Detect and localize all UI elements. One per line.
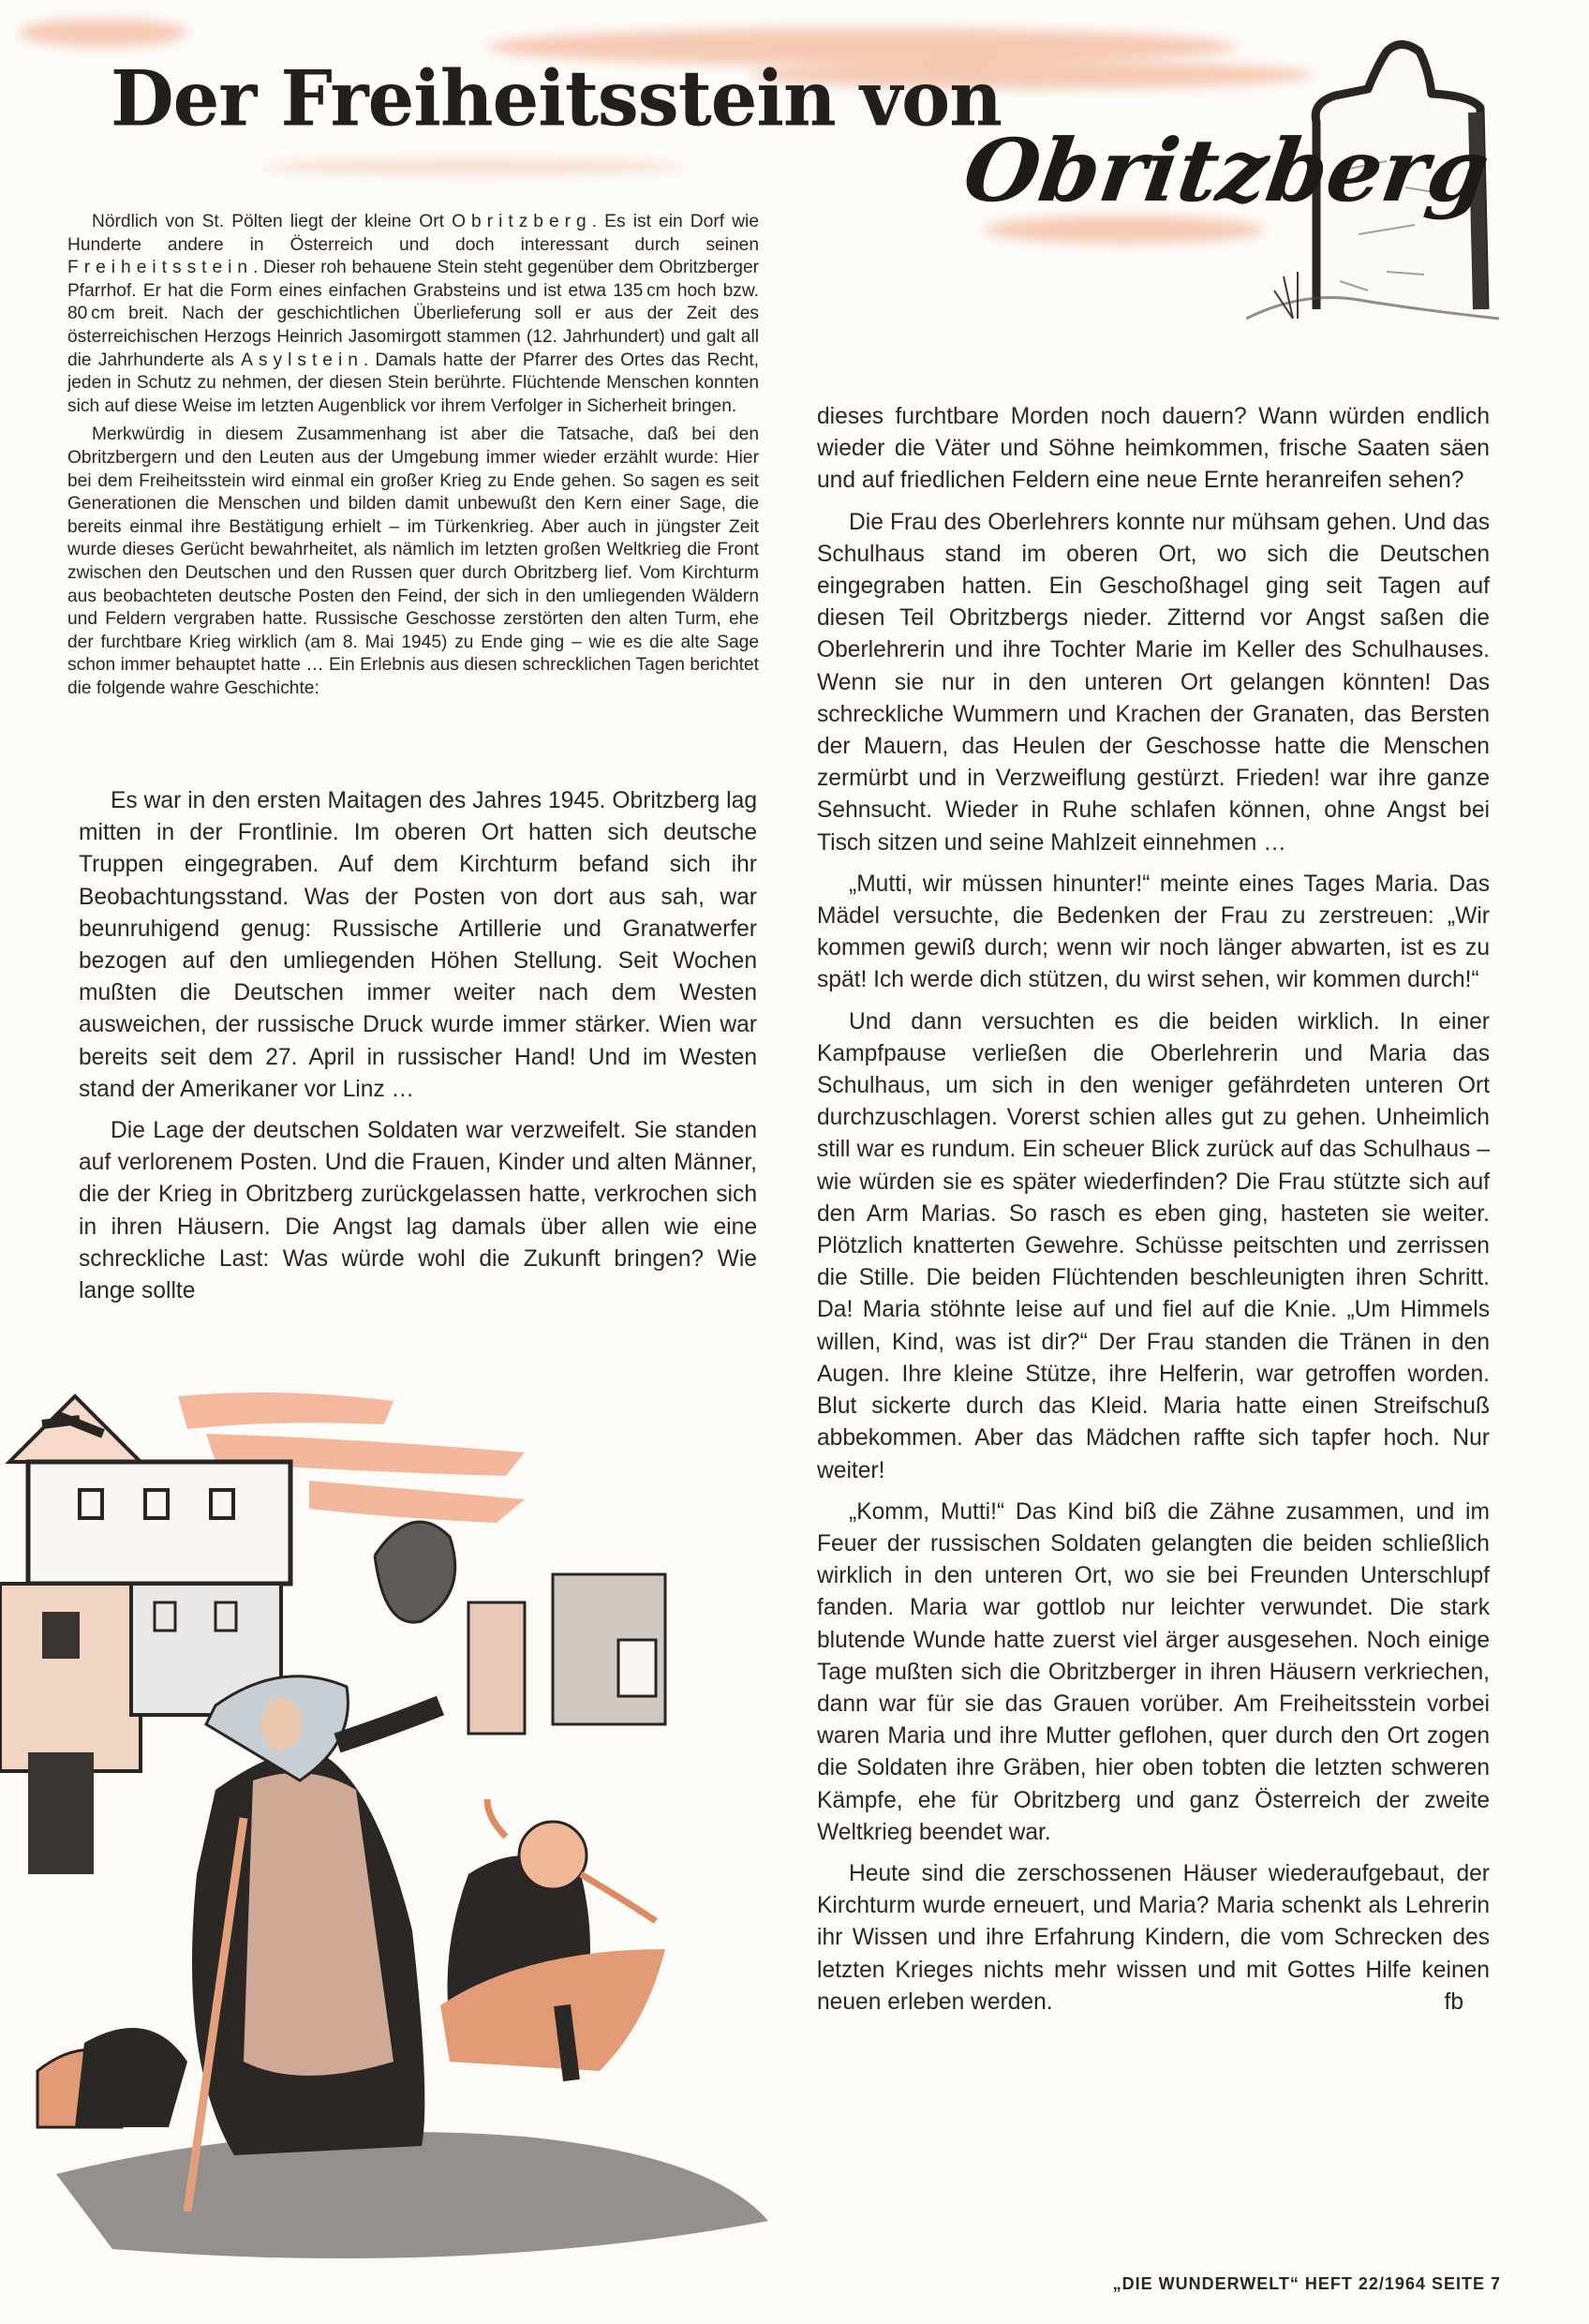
article-title: Der Freiheitsstein von <box>111 53 1002 144</box>
intro-text: . Es ist ein Dorf wie Hunderte andere in Österreich und doch interessant durch seinen <box>67 212 759 255</box>
illustration-flight <box>0 1349 806 2315</box>
place-name: Obritzberg <box>452 212 592 231</box>
story-column-right <box>817 401 1490 2028</box>
story-column-left <box>79 785 757 1317</box>
page-footer: „DIE WUNDERWELT“ HEFT 22/1964 SEITE 7 <box>1112 2274 1501 2293</box>
ruins-drawing <box>375 1522 665 1734</box>
article-title-script: Obritzberg <box>958 120 1495 221</box>
intro-paragraph <box>67 211 759 418</box>
intro-text: . Damals hatte der Pfarrer des Ortes das Recht, jeden in Schutz zu nehmen, der diesen Stein berührte. Flüchtende Menschen konnten sich auf diese Weise im letzten Augenblick vor ihrem Verfolger in Sicherheit bringen. <box>67 350 759 416</box>
sky-wash <box>262 159 684 174</box>
girl-figure <box>440 1799 665 2080</box>
story-paragraph: Die Frau des Oberlehrers konnte nur mühsam gehen. Und das Schulhaus stand im oberen Ort, wo sich die Deutschen eingegraben hatten. Ein Geschoßhagel ging seit Tagen auf diesen Teil Obritzbergs nieder. Zitternd vor Angst saßen die Oberlehrerin und ihre Tochter Marie im Keller des Schulhauses. Wenn sie nur in den unteren Ort gelangen könnten! Das schreckliche Wummern und Krachen der Granaten, das Bersten der Mauern, das Heulen der Geschosse hatte die Menschen zermürbt und in Verzweiflung gestürzt. Frieden! war ihre ganze Sehnsucht. Wieder in Ruhe schlafen können, ohne Angst bei Tisch sitzen und seine Mahlzeit einnehmen … <box>817 509 1490 856</box>
story-paragraph: Es war in den ersten Maitagen des Jahres 1945. Obritzberg lag mitten in der Frontlinie. Im oberen Ort hatten sich deutsche Truppen eingegraben. Auf dem Kirchturm befand sich ihr Beobachtungsstand. Was der Posten von dort aus sah, war beunruhigend genug: Russische Artillerie und Granatwerfer bezogen auf den umliegenden Höhen Stellung. Seit Wochen mußten die Deutschen immer weiter nach dem Westen ausweichen, der russische Druck wurde immer stärker. Wien war bereits seit dem 27. April in russischer Hand! Und im Westen stand der Amerikaner vor Linz … <box>79 788 757 1102</box>
story-paragraph <box>817 1858 1490 2019</box>
story-paragraph: Die Lage der deutschen Soldaten war verzweifelt. Sie standen auf verlorenem Posten. Und die Frauen, Kinder und alten Männer, die der Krieg in Obritzberg zurückgelassen hatte, verkrochen sich in ihren Häusern. Die Angst lag damals über allen wie eine schreckliche Last: Was würde wohl die Zukunft bringen? Wie lange sollte <box>79 1118 757 1304</box>
story-text: Heute sind die zerschossenen Häuser wiederaufgebaut, der Kirchturm wurde erneuert, und Maria? Maria schenkt als Lehrerin ihr Wissen und ihre Erfahrung Kindern, die vom Schrecken des letzten Krieges nichts mehr wissen und mit Gottes Hilfe keinen neuen erleben werden. <box>817 1860 1490 2015</box>
old-woman-figure <box>187 1676 440 2212</box>
intro-paragraph: Merkwürdig in diesem Zusammenhang ist aber die Tatsache, daß bei den Obritzbergern und den Leuten aus der Umgebung immer wieder erzählt wurde: Hier bei dem Freiheitsstein wird einmal ein großer Krieg zu Ende gehen. So sagen es seit Generationen die Menschen und bilden damit unbewußt den Kern einer Sage, die bereits einmal ihre Bestätigung erhielt – im Türkenkrieg. Aber auch in jüngster Zeit wurde dieses Gerücht bewahrheitet, als nämlich im letzten großen Weltkrieg die Front zwischen den Deutschen und den Russen quer durch Obritzberg lief. Vom Kirchturm aus beobachteten deutsche Posten den Feind, der sich in den umliegenden Wäldern und Feldern vergraben hatte. Russische Geschosse zerstörten den alten Turm, ehe der furchtbare Krieg wirklich (am 8. Mai 1945) zu Ende ging – wie es die alte Sage schon immer behauptet hatte … Ein Erlebnis aus diesen schrecklichen Tagen berichtet die folgende wahre Geschichte: <box>67 425 759 698</box>
story-paragraph: Und dann versuchten es die beiden wirklich. In einer Kampfpause verließen die Oberlehrerin und Maria das Schulhaus, um sich in den weniger gefährdeten unteren Ort durchzuschlagen. Vorerst schien alles gut zu gehen. Unheimlich still war es rundum. Ein scheuer Blick zurück auf das Schulhaus – wie würden sie es später wiederfinden? Die Frau stützte sich auf den Arm Marias. So rasch es eben ging, hasteten sie weiter. Plötzlich knatterten Gewehre. Schüsse peitschten und zerrissen die Stille. Die beiden Flüchtenden beschleunigten ihren Schritt. Da! Maria stöhnte leise auf und fiel auf die Knie. „Um Himmels willen, Kind, was ist dir?“ Der Frau standen die Tränen in den Augen. Ihre kleine Stütze, ihre Helferin, war getroffen worden. Blut sickerte durch das Kleid. Maria hatte einen Streifschuß abbekommen. Aber das Mädchen raffte sich tapfer hoch. Nur weiter! <box>817 1008 1490 1483</box>
intro-column <box>67 211 759 706</box>
stone-name: Freiheitsstein <box>67 258 254 278</box>
intro-text: Nördlich von St. Pölten liegt der kleine Ort <box>92 212 453 231</box>
author-signature: fb <box>1444 1989 1463 2015</box>
sky-wash <box>19 19 187 47</box>
intro-text: . Dieser roh behauene Stein steht gegenüber dem Obritzberger Pfarrhof. Er hat die Form eines einfachen Grabsteins und ist etwa 135 cm hoch bzw. 80 cm breit. Nach der geschichtlichen Überlieferung soll er aus der Zeit des österreichischen Herzogs Heinrich Jasomirgott stammen (12. Jahrhundert) und galt all die Jahrhunderte als <box>67 258 759 370</box>
asylum-term: Asylstein <box>241 350 364 370</box>
story-paragraph: „Komm, Mutti!“ Das Kind biß die Zähne zusammen, und im Feuer der russischen Soldaten gelangten die beiden schließlich wirklich in den unteren Ort, wo sie bei Freunden Unterschlupf fanden. Maria war gottlob nur leichter verwundet. Die stark blutende Wunde hatte zuerst viel ärger ausgesehen. Noch einige Tage mußten sich die Obritzberger in ihren Häusern verkriechen, dann war für sie das Grauen vorüber. Am Freiheitsstein vorbei waren Maria und ihre Mutter geflohen, quer durch den Ort zogen die Soldaten ihre Gräben, hier oben tobten die letzten schweren Kämpfe, ehe für Obritzberg und ganz Österreich der zweite Weltkrieg beendet war. <box>817 1498 1490 1845</box>
rubble-drawing <box>37 2028 187 2127</box>
story-paragraph: „Mutti, wir müssen hinunter!“ meinte eines Tages Maria. Das Mädel versuchte, die Bedenken der Frau zu zerstreuen: „Wir kommen gewiß durch; wenn wir noch länger abwarten, ist es zu spät! Ich werde dich stützen, du wirst sehen, wir kommen durch!“ <box>817 871 1490 993</box>
story-paragraph: dieses furchtbare Morden noch dauern? Wann würden endlich wieder die Väter und Söhne heimkommen, frische Saaten säen und auf friedlichen Feldern eine neue Ernte heranreifen sehen? <box>817 404 1490 494</box>
